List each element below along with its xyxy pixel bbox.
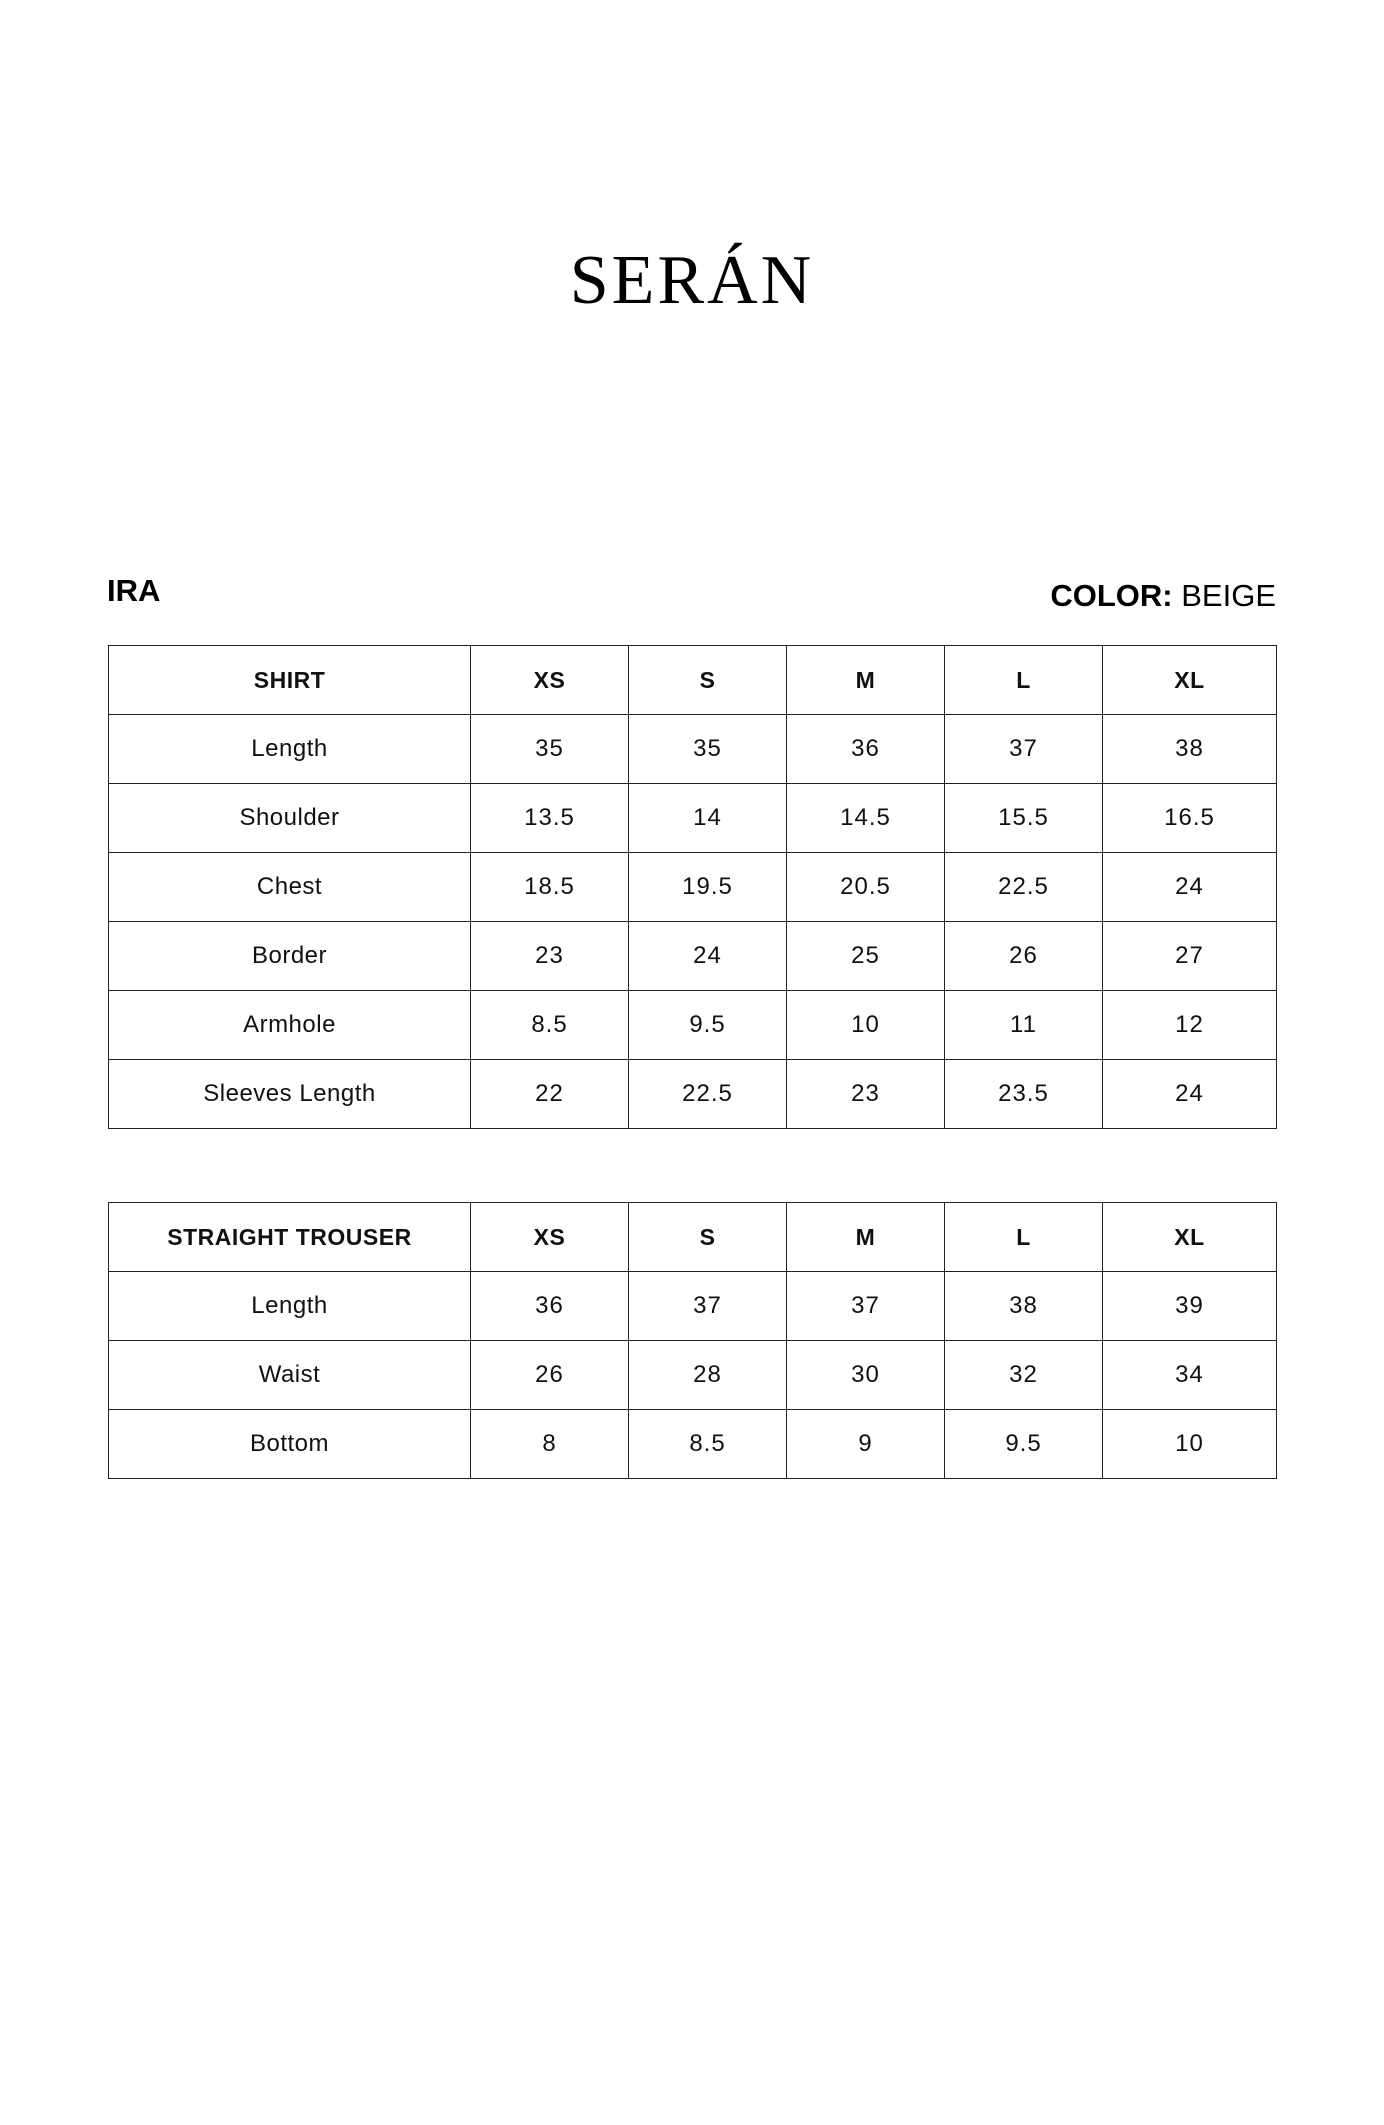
row-label: Bottom [109, 1410, 471, 1479]
table-row [109, 1272, 1277, 1341]
table-cell: 9.5 [629, 991, 787, 1060]
row-label: Length [109, 1272, 471, 1341]
header-cell: S [629, 1203, 787, 1272]
table-cell: 36 [471, 1272, 629, 1341]
table-row [109, 1341, 1277, 1410]
table-cell: 16.5 [1103, 784, 1277, 853]
header-cell: L [945, 646, 1103, 715]
header-cell: STRAIGHT TROUSER [109, 1203, 471, 1272]
table-cell: 25 [787, 922, 945, 991]
table-cell: 10 [1103, 1410, 1277, 1479]
table-cell: 30 [787, 1341, 945, 1410]
table-cell: 12 [1103, 991, 1277, 1060]
table-cell: 22.5 [629, 1060, 787, 1129]
header-cell: SHIRT [109, 646, 471, 715]
row-label: Border [109, 922, 471, 991]
table-cell: 19.5 [629, 853, 787, 922]
header-cell: S [629, 646, 787, 715]
header-cell: XL [1103, 1203, 1277, 1272]
table-cell: 24 [629, 922, 787, 991]
row-label: Waist [109, 1341, 471, 1410]
table-cell: 15.5 [945, 784, 1103, 853]
table-row [109, 1410, 1277, 1479]
header-cell: M [787, 1203, 945, 1272]
table-cell: 22.5 [945, 853, 1103, 922]
header-cell: XL [1103, 646, 1277, 715]
table-cell: 14.5 [787, 784, 945, 853]
table-row [109, 922, 1277, 991]
header-cell: XS [471, 1203, 629, 1272]
row-label: Chest [109, 853, 471, 922]
table-cell: 13.5 [471, 784, 629, 853]
table-row [109, 991, 1277, 1060]
product-name: IRA [107, 573, 161, 608]
table-cell: 24 [1103, 1060, 1277, 1129]
product-color [1050, 578, 1276, 614]
table-cell: 11 [945, 991, 1103, 1060]
table-cell: 8.5 [629, 1410, 787, 1479]
table-cell: 27 [1103, 922, 1277, 991]
table-cell: 24 [1103, 853, 1277, 922]
table-cell: 26 [945, 922, 1103, 991]
header-cell: L [945, 1203, 1103, 1272]
table-cell: 37 [629, 1272, 787, 1341]
table-cell: 9 [787, 1410, 945, 1479]
table-cell: 34 [1103, 1341, 1277, 1410]
table-cell: 9.5 [945, 1410, 1103, 1479]
table-header-row [109, 646, 1277, 715]
table-cell: 8.5 [471, 991, 629, 1060]
trouser-size-table [108, 1202, 1277, 1479]
table-row [109, 715, 1277, 784]
table-cell: 39 [1103, 1272, 1277, 1341]
table-cell: 23 [471, 922, 629, 991]
color-label: COLOR: [1050, 578, 1173, 613]
header-cell: M [787, 646, 945, 715]
table-cell: 35 [471, 715, 629, 784]
row-label: Armhole [109, 991, 471, 1060]
table-cell: 38 [1103, 715, 1277, 784]
row-label: Sleeves Length [109, 1060, 471, 1129]
table-cell: 23.5 [945, 1060, 1103, 1129]
shirt-size-table [108, 645, 1277, 1129]
table-cell: 28 [629, 1341, 787, 1410]
table-cell: 8 [471, 1410, 629, 1479]
brand-logo: SERÁN [569, 242, 815, 319]
table-cell: 23 [787, 1060, 945, 1129]
table-cell: 32 [945, 1341, 1103, 1410]
table-cell: 22 [471, 1060, 629, 1129]
table-cell: 36 [787, 715, 945, 784]
color-value: BEIGE [1181, 578, 1276, 613]
table-row [109, 784, 1277, 853]
table-cell: 38 [945, 1272, 1103, 1341]
table-cell: 37 [787, 1272, 945, 1341]
table-cell: 20.5 [787, 853, 945, 922]
table-cell: 37 [945, 715, 1103, 784]
header-cell: XS [471, 646, 629, 715]
table-row [109, 853, 1277, 922]
table-cell: 14 [629, 784, 787, 853]
table-header-row [109, 1203, 1277, 1272]
table-cell: 35 [629, 715, 787, 784]
table-cell: 10 [787, 991, 945, 1060]
row-label: Shoulder [109, 784, 471, 853]
table-row [109, 1060, 1277, 1129]
table-cell: 18.5 [471, 853, 629, 922]
table-cell: 26 [471, 1341, 629, 1410]
row-label: Length [109, 715, 471, 784]
